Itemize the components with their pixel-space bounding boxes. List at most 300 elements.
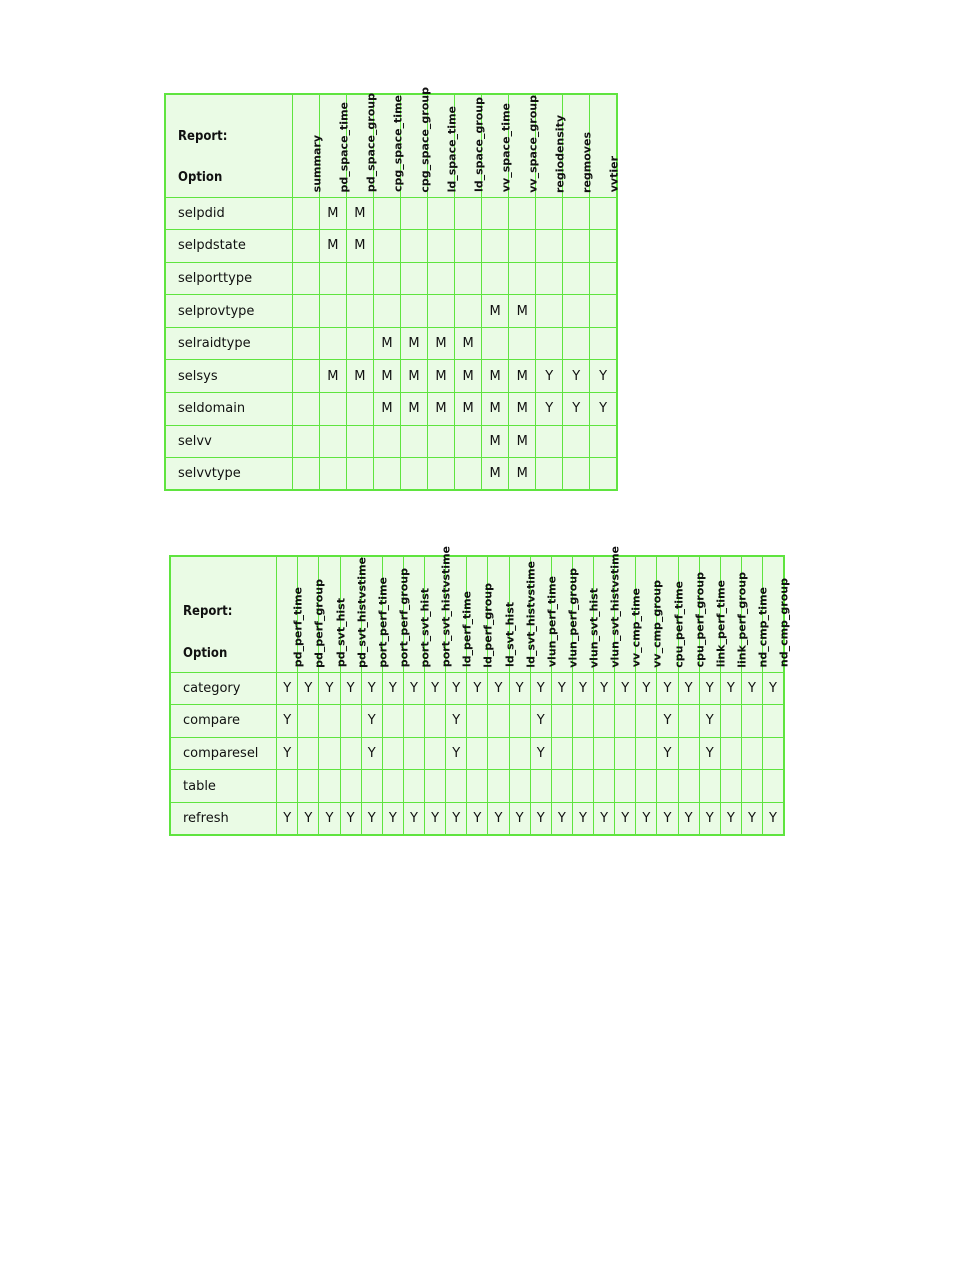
table-cell	[590, 197, 617, 230]
column-header-label: pd_space_group	[364, 93, 378, 193]
table-cell	[536, 327, 563, 360]
column-header	[319, 556, 347, 672]
column-header-label: ld_perf_group	[481, 582, 495, 668]
table-cell: Y	[446, 705, 467, 738]
table-cell: M	[319, 230, 346, 263]
table-cell: M	[455, 393, 482, 426]
table-cell: Y	[572, 672, 593, 705]
table-cell	[636, 737, 657, 770]
table-cell	[428, 458, 455, 491]
table-cell: M	[428, 360, 455, 393]
table-row	[165, 425, 617, 458]
table-cell: M	[346, 230, 373, 263]
table-cell: Y	[467, 802, 488, 835]
table-cell: Y	[678, 802, 699, 835]
table-cell	[455, 295, 482, 328]
option-name: selpdstate	[165, 230, 292, 263]
table-cell	[298, 737, 319, 770]
column-header-label: vvtier	[607, 156, 621, 193]
column-header-label: port_svt_hist	[418, 588, 432, 668]
table-cell	[590, 262, 617, 295]
table-cell	[425, 770, 446, 803]
table-cell	[373, 230, 400, 263]
table-cell	[361, 770, 382, 803]
table-cell: M	[482, 393, 509, 426]
table-row	[165, 393, 617, 426]
table-cell	[509, 262, 536, 295]
header-row	[170, 556, 784, 672]
table-cell	[530, 770, 551, 803]
table-cell	[590, 230, 617, 263]
table-cell: Y	[741, 672, 762, 705]
table-cell: Y	[319, 802, 340, 835]
table-cell	[382, 705, 403, 738]
table-cell: Y	[425, 672, 446, 705]
column-header	[298, 556, 326, 672]
table-cell: Y	[277, 672, 298, 705]
table-cell	[400, 425, 427, 458]
column-header-label: vlun_perf_time	[545, 576, 559, 668]
table-cell	[741, 770, 762, 803]
table-cell	[572, 737, 593, 770]
table-cell	[292, 327, 319, 360]
option-name: compare	[170, 705, 277, 738]
table-cell: M	[373, 327, 400, 360]
table-cell	[636, 770, 657, 803]
column-header-label: cpg_space_group	[418, 86, 432, 193]
table-cell	[720, 737, 741, 770]
table-cell: M	[509, 295, 536, 328]
table-cell: M	[373, 360, 400, 393]
table-row	[165, 360, 617, 393]
table-cell	[763, 705, 784, 738]
table-cell	[467, 737, 488, 770]
option-name: selporttype	[165, 262, 292, 295]
report-label: Report:	[183, 604, 233, 619]
column-header	[590, 94, 621, 197]
table-cell	[563, 327, 590, 360]
table-cell: Y	[594, 802, 615, 835]
table-cell	[657, 770, 678, 803]
table-cell	[482, 327, 509, 360]
column-header-label: vlun_perf_group	[566, 567, 580, 668]
table-cell: Y	[678, 672, 699, 705]
table-cell	[741, 705, 762, 738]
column-header-label: pd_space_time	[337, 101, 351, 193]
table-cell	[425, 737, 446, 770]
table-row	[165, 262, 617, 295]
table-cell: M	[482, 425, 509, 458]
table-cell: Y	[446, 802, 467, 835]
column-header	[361, 556, 390, 672]
column-header-label: port_perf_group	[397, 568, 411, 668]
table-cell: Y	[699, 672, 720, 705]
table-cell	[340, 705, 361, 738]
table-cell: Y	[590, 360, 617, 393]
table-cell	[678, 705, 699, 738]
column-header	[455, 94, 486, 197]
table-cell	[319, 425, 346, 458]
table-cell: M	[509, 393, 536, 426]
table-cell	[763, 770, 784, 803]
table-cell	[403, 737, 424, 770]
option-name: selvv	[165, 425, 292, 458]
column-header-label: ld_svt_hist	[503, 602, 516, 668]
table-cell	[346, 393, 373, 426]
table-cell	[482, 197, 509, 230]
table-cell: M	[455, 327, 482, 360]
column-header-label: cpg_space_time	[391, 95, 405, 193]
column-header-label: pd_svt_histvstime	[355, 556, 369, 668]
table-cell: Y	[382, 672, 403, 705]
table-cell	[373, 425, 400, 458]
table-cell	[594, 770, 615, 803]
table-cell	[292, 230, 319, 263]
table-cell	[319, 295, 346, 328]
table-cell	[319, 737, 340, 770]
table-cell: M	[509, 458, 536, 491]
table-cell	[509, 230, 536, 263]
table-cell	[563, 262, 590, 295]
table-cell: Y	[720, 802, 741, 835]
table-cell: Y	[551, 802, 572, 835]
table-cell	[678, 770, 699, 803]
option-name: selprovtype	[165, 295, 292, 328]
table-cell: Y	[615, 672, 636, 705]
column-header	[403, 556, 432, 672]
table-cell	[590, 425, 617, 458]
table-cell: M	[428, 327, 455, 360]
table-cell: Y	[530, 705, 551, 738]
table-cell	[428, 295, 455, 328]
table-cell	[319, 705, 340, 738]
table-cell: Y	[509, 672, 530, 705]
table-cell	[319, 327, 346, 360]
option-name: selpdid	[165, 197, 292, 230]
table-cell	[400, 295, 427, 328]
table-cell: Y	[636, 672, 657, 705]
table-cell: M	[509, 360, 536, 393]
column-header	[678, 556, 707, 672]
table-cell: M	[482, 360, 509, 393]
option-name: category	[170, 672, 277, 705]
table-cell: Y	[361, 737, 382, 770]
table-row	[165, 327, 617, 360]
table-cell: Y	[657, 802, 678, 835]
table-cell	[382, 737, 403, 770]
table-cell	[346, 295, 373, 328]
column-header	[741, 556, 770, 672]
table-cell	[509, 770, 530, 803]
table-cell: Y	[403, 802, 424, 835]
report-options-table-1	[164, 86, 621, 491]
table-cell	[400, 230, 427, 263]
table-cell	[298, 770, 319, 803]
table-cell	[720, 705, 741, 738]
table-cell: M	[319, 360, 346, 393]
column-header	[488, 556, 516, 672]
header-row	[165, 94, 617, 197]
report-label: Report:	[178, 129, 228, 144]
table-cell	[373, 197, 400, 230]
column-header-label: cpu_perf_group	[693, 572, 707, 668]
table-cell	[400, 197, 427, 230]
table-cell: M	[400, 393, 427, 426]
table-cell	[509, 705, 530, 738]
option-name: seldomain	[165, 393, 292, 426]
table-cell	[488, 770, 509, 803]
table-cell	[536, 230, 563, 263]
table-cell: Y	[488, 672, 509, 705]
table-cell: M	[455, 360, 482, 393]
table-cell: M	[346, 360, 373, 393]
table-cell	[428, 262, 455, 295]
column-header	[292, 94, 324, 197]
column-header	[467, 556, 495, 672]
option-name: selvvtype	[165, 458, 292, 491]
table-cell	[292, 360, 319, 393]
column-header-label: regiodensity	[553, 114, 567, 193]
column-header-label: link_perf_time	[714, 580, 728, 668]
column-header-label: ld_space_time	[445, 106, 459, 193]
column-header	[277, 556, 305, 672]
table-cell: Y	[530, 737, 551, 770]
table-cell: M	[428, 393, 455, 426]
option-name: refresh	[170, 802, 277, 835]
table-cell	[590, 295, 617, 328]
table-cell	[428, 230, 455, 263]
column-header	[720, 556, 749, 672]
column-header	[530, 556, 559, 672]
table-cell: Y	[446, 672, 467, 705]
table-cell: Y	[298, 672, 319, 705]
table-cell: Y	[277, 737, 298, 770]
table-cell: Y	[361, 672, 382, 705]
corner-cell	[170, 556, 277, 672]
column-header-label: vlun_svt_histvstime	[608, 545, 622, 668]
option-name: selraidtype	[165, 327, 292, 360]
table-cell	[536, 458, 563, 491]
table-cell	[319, 458, 346, 491]
column-header	[382, 556, 411, 672]
table-cell	[563, 295, 590, 328]
column-header	[400, 86, 432, 197]
table-cell	[699, 770, 720, 803]
table-cell	[292, 262, 319, 295]
table-cell	[403, 770, 424, 803]
table-cell: Y	[298, 802, 319, 835]
option-name: selsys	[165, 360, 292, 393]
table-row	[165, 230, 617, 263]
column-header	[373, 94, 405, 197]
column-header-label: port_svt_histvstime	[439, 546, 453, 668]
table-cell: Y	[425, 802, 446, 835]
table-cell: Y	[615, 802, 636, 835]
column-header	[482, 94, 513, 197]
table-cell: Y	[530, 802, 551, 835]
column-header-label: vv_space_time	[499, 103, 513, 193]
table-cell	[277, 770, 298, 803]
column-header-label: pd_svt_hist	[334, 598, 347, 668]
column-header-label: vlun_svt_hist	[587, 587, 601, 668]
column-header	[615, 556, 643, 672]
table-cell	[536, 425, 563, 458]
column-header	[699, 556, 728, 672]
column-header-label: ld_perf_time	[460, 591, 474, 668]
table-cell	[563, 458, 590, 491]
column-header-label: regmoves	[580, 131, 594, 193]
table-row	[170, 737, 784, 770]
table-cell	[400, 262, 427, 295]
table-cell	[763, 737, 784, 770]
table-row	[170, 705, 784, 738]
table-cell: Y	[467, 672, 488, 705]
table-cell	[319, 393, 346, 426]
column-header	[572, 556, 601, 672]
table-cell: Y	[319, 672, 340, 705]
column-header	[563, 94, 594, 197]
column-header-label: ld_svt_histvstime	[524, 560, 538, 668]
table-cell: Y	[763, 672, 784, 705]
table-cell: Y	[594, 672, 615, 705]
table-cell: M	[346, 197, 373, 230]
table-cell	[615, 705, 636, 738]
table-cell	[373, 295, 400, 328]
column-header	[425, 546, 453, 672]
column-header	[509, 94, 540, 197]
column-header-label: pd_perf_time	[291, 587, 305, 668]
column-header-label: vv_cmp_group	[650, 579, 664, 668]
table-cell	[488, 737, 509, 770]
table-cell	[741, 737, 762, 770]
table-cell	[482, 262, 509, 295]
option-name: table	[170, 770, 277, 803]
column-header	[594, 545, 622, 672]
table-cell	[563, 425, 590, 458]
column-header-label: nd_cmp_time	[756, 586, 770, 668]
option-name: comparesel	[170, 737, 277, 770]
report-options-table-2	[169, 545, 791, 836]
table-cell	[551, 705, 572, 738]
table-cell	[455, 262, 482, 295]
table-cell: Y	[657, 705, 678, 738]
table-cell	[594, 737, 615, 770]
table-cell	[428, 197, 455, 230]
column-header	[551, 556, 580, 672]
table-cell: M	[482, 295, 509, 328]
table-cell	[488, 705, 509, 738]
table-cell	[590, 327, 617, 360]
table-cell	[455, 230, 482, 263]
table-cell: Y	[657, 672, 678, 705]
table-cell: M	[482, 458, 509, 491]
table-cell: M	[373, 393, 400, 426]
table-cell	[298, 705, 319, 738]
table-cell: Y	[340, 802, 361, 835]
table-cell	[455, 197, 482, 230]
table-cell: Y	[277, 705, 298, 738]
column-header-label: port_perf_time	[376, 576, 390, 668]
table-row	[170, 802, 784, 835]
table-row	[165, 295, 617, 328]
table-cell	[400, 458, 427, 491]
table-cell: Y	[699, 705, 720, 738]
table-cell: Y	[403, 672, 424, 705]
column-header	[346, 93, 378, 197]
table-cell	[509, 327, 536, 360]
table-cell: Y	[741, 802, 762, 835]
table-cell: Y	[340, 672, 361, 705]
table-cell	[446, 770, 467, 803]
column-header	[636, 556, 664, 672]
table-cell	[615, 737, 636, 770]
table-cell	[509, 197, 536, 230]
table-cell	[292, 425, 319, 458]
table-cell	[346, 458, 373, 491]
table-row	[170, 770, 784, 803]
table-cell	[551, 770, 572, 803]
table-cell	[720, 770, 741, 803]
table-cell	[467, 705, 488, 738]
table-cell: Y	[488, 802, 509, 835]
table-cell: M	[400, 327, 427, 360]
table-cell: Y	[563, 360, 590, 393]
table-cell	[292, 197, 319, 230]
column-header-label: ld_space_group	[472, 97, 486, 193]
table-cell: Y	[720, 672, 741, 705]
table-row	[170, 672, 784, 705]
table-cell	[536, 262, 563, 295]
table-cell	[428, 425, 455, 458]
table-cell	[455, 458, 482, 491]
table-cell: Y	[536, 360, 563, 393]
table-cell	[572, 770, 593, 803]
table-cell: Y	[361, 705, 382, 738]
table-cell: M	[509, 425, 536, 458]
table-cell: Y	[657, 737, 678, 770]
table-cell: Y	[699, 737, 720, 770]
column-header	[446, 556, 474, 672]
table-cell: Y	[563, 393, 590, 426]
table-cell	[292, 393, 319, 426]
table-cell	[509, 737, 530, 770]
table-row	[165, 458, 617, 491]
table-cell	[455, 425, 482, 458]
option-label: Option	[183, 646, 228, 661]
table-cell	[536, 295, 563, 328]
table-cell	[467, 770, 488, 803]
table-cell	[403, 705, 424, 738]
table-cell	[590, 458, 617, 491]
table-cell	[319, 262, 346, 295]
column-header-label: vv_space_group	[526, 94, 540, 193]
column-header-label: summary	[310, 135, 324, 193]
table-cell	[536, 197, 563, 230]
table-cell	[425, 705, 446, 738]
table-cell: Y	[699, 802, 720, 835]
table-cell	[373, 458, 400, 491]
column-header-label: cpu_perf_time	[672, 580, 685, 668]
column-header	[428, 94, 459, 197]
table-cell	[551, 737, 572, 770]
table-cell: Y	[382, 802, 403, 835]
table-cell: Y	[361, 802, 382, 835]
table-cell	[636, 705, 657, 738]
table-cell: Y	[636, 802, 657, 835]
table-cell: Y	[277, 802, 298, 835]
table-cell: Y	[551, 672, 572, 705]
table-cell	[292, 295, 319, 328]
